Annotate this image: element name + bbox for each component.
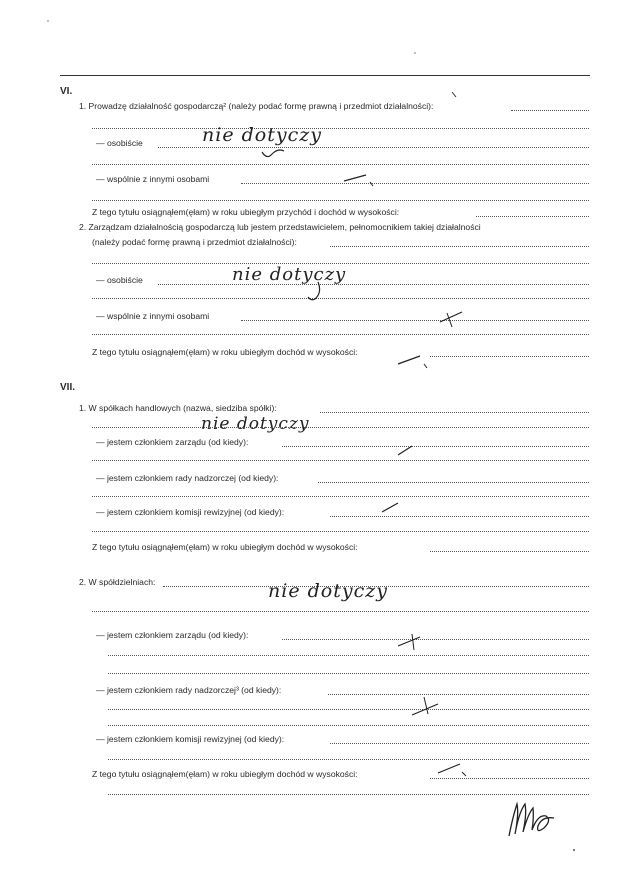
dotted-line [92, 128, 589, 129]
dash-mark [438, 764, 460, 773]
dotted-line [318, 482, 589, 483]
dash-mark [398, 356, 420, 364]
vi-item1-osobiscie-handwritten: nie dotyczy [202, 124, 322, 146]
vi-item2-osobiscie-label: — osobiście [96, 275, 143, 285]
dotted-line [108, 759, 589, 760]
dotted-line [92, 164, 589, 165]
dotted-line [92, 460, 589, 461]
vii-item2-income-label: Z tego tytułu osiągnąłem(ęłam) w roku ubiegłym dochód w wysokości: [92, 769, 358, 779]
pen-mark [452, 92, 456, 97]
signature [509, 804, 554, 836]
dotted-line [511, 110, 589, 111]
dotted-line [430, 551, 589, 552]
dotted-line [92, 611, 589, 612]
dotted-line [430, 778, 589, 779]
dotted-line [320, 412, 589, 413]
dotted-line [430, 356, 589, 357]
vii-item1-komisja-label: — jestem członkiem komisji rewizyjnej (od kiedy): [96, 507, 285, 517]
vi-item1-osobiscie-label: — osobiście [96, 138, 143, 148]
vi-item2-wspolnie-label: — wspólnie z innymi osobami [96, 311, 210, 321]
vii-item1-handwritten: nie dotyczy [201, 414, 310, 434]
dotted-line [328, 694, 589, 695]
dotted-line [282, 639, 589, 640]
dotted-line [330, 246, 589, 247]
dotted-line [330, 516, 589, 517]
dotted-line [158, 147, 589, 148]
speck [573, 849, 575, 851]
vii-item1-text: 1. W spółkach handlowych (nazwa, siedziba spółki): [79, 403, 277, 413]
speck [414, 52, 416, 54]
dotted-line [92, 298, 589, 299]
pen-mark [412, 634, 414, 650]
dotted-line [282, 446, 589, 447]
top-rule [60, 75, 590, 76]
pen-mark [462, 772, 466, 776]
dotted-line [108, 725, 589, 726]
vi-item1-wspolnie-label: — wspólnie z innymi osobami [96, 174, 210, 184]
dotted-line [108, 673, 589, 674]
vii-item1-zarzad-label: — jestem członkiem zarządu (od kiedy): [96, 437, 249, 447]
dotted-line [158, 284, 589, 285]
vii-item2-handwritten: nie dotyczy [268, 580, 388, 602]
dash-mark [382, 503, 398, 512]
vi-item2-text-line1: 2. Zarządzam działalnością gospodarczą lub jestem przedstawicielem, pełnomocnikiem takiej działalności [79, 222, 481, 232]
dotted-line [241, 183, 589, 184]
dotted-line [108, 655, 589, 656]
dotted-line [92, 200, 589, 201]
vii-item2-rada-label: — jestem członkiem rady nadzorczej³ (od kiedy): [96, 685, 282, 695]
dash-mark [344, 175, 366, 181]
vi-item1-income-label: Z tego tytułu osiągnąłem(ęłam) w roku ubiegłym przychód i dochód w wysokości: [92, 207, 400, 217]
vii-item2-komisja-label: — jestem członkiem komisji rewizyjnej (od kiedy): [96, 734, 285, 744]
dotted-line [92, 427, 589, 428]
dotted-line [476, 216, 589, 217]
section-vii-heading: VII. [60, 382, 76, 393]
vi-item1-text: 1. Prowadzę działalność gospodarczą² (należy podać formę prawną i przedmiot działalności): [79, 101, 434, 111]
vi-item2-income-label: Z tego tytułu osiągnąłem(ęłam) w roku ubiegłym dochód w wysokości: [92, 347, 358, 357]
pen-mark [424, 364, 427, 368]
vii-item2-text: 2. W spółdzielniach: [79, 577, 156, 587]
vii-item1-income-label: Z tego tytułu osiągnąłem(ęłam) w roku ubiegłym dochód w wysokości: [92, 542, 358, 552]
vi-item2-osobiscie-handwritten: nie dotyczy [232, 264, 347, 285]
dotted-line [330, 743, 589, 744]
vii-item1-rada-label: — jestem członkiem rady nadzorczej (od kiedy): [96, 473, 279, 483]
dotted-line [108, 794, 589, 795]
dash-mark [398, 446, 412, 455]
vi-item2-text-line2: (należy podać formę prawną i przedmiot działalności): [92, 237, 297, 247]
vii-item2-zarzad-label: — jestem członkiem zarządu (od kiedy): [96, 630, 249, 640]
dotted-line [92, 496, 589, 497]
speck [47, 20, 49, 22]
dotted-line [92, 531, 589, 532]
dotted-line [241, 320, 589, 321]
pen-mark [262, 150, 284, 157]
dotted-line [92, 334, 589, 335]
section-vi-heading: VI. [60, 86, 73, 97]
dotted-line [108, 709, 589, 710]
pen-mark [424, 697, 428, 714]
